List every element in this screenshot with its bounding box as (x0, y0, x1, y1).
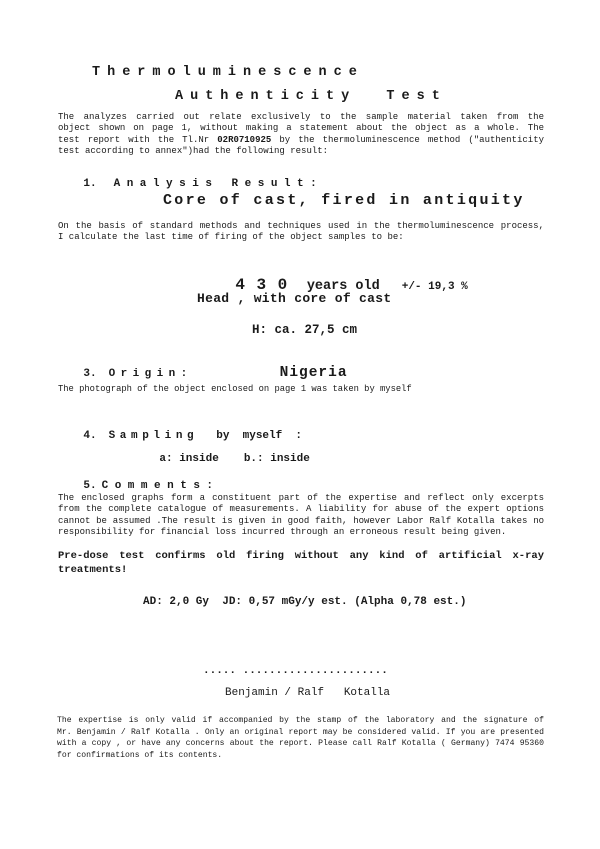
object-description: Head , with core of cast (197, 291, 392, 306)
photograph-note: The photograph of the object enclosed on page 1 was taken by myself (58, 384, 412, 394)
text-line (58, 135, 544, 146)
section4-heading-suffix: by myself : (216, 430, 303, 442)
text-segment: test report with the Tl.Nr (58, 134, 218, 145)
text-line: treatments! (58, 563, 128, 576)
age-tolerance: +/- 19,3 % (401, 281, 468, 293)
section3-number: 3. (83, 368, 97, 380)
text-line: The analyzes carried out relate exclusively to the sample material taken from the (58, 112, 544, 122)
text-line: test according to annex")had the following result: (58, 145, 329, 156)
analysis-result-value: Core of cast, fired in antiquity (163, 192, 525, 209)
section4-number: 4. (83, 430, 97, 442)
text-line: object shown on page 1, without making a statement about the object as a whole. The (58, 123, 544, 134)
report-title-line2: Authenticity Test (175, 89, 447, 104)
report-number: 02R0710925 (217, 134, 272, 145)
origin-value: Nigeria (279, 365, 348, 381)
report-title-line1: Thermoluminescence (92, 65, 364, 80)
text-line: from the complete catalogue of measurements. A liability for abuse of the expert options (58, 504, 544, 515)
text-line: for confirmations of its contents. (57, 750, 223, 760)
text-line: responsibility for financial loss incurred through an erroneous result being given. (58, 526, 507, 537)
dose-values: AD: 2,0 Gy JD: 0,57 mGy/y est. (Alpha 0,78 est.) (143, 596, 467, 608)
section1-heading-label: Analysis Result: (113, 178, 324, 190)
text-line: cannot be assumed .The result is given in good faith, however Labor Ralf Kotalla takes no (58, 515, 544, 526)
text-line: The enclosed graphs form a constituent part of the expertise and reflect only excerpts (58, 493, 544, 503)
predose-statement (58, 550, 544, 577)
text-line: I calculate the last time of firing of the object samples to be: (58, 232, 404, 243)
signature-name: Benjamin / Ralf Kotalla (225, 687, 391, 699)
text-line: The expertise is only valid if accompanied by the stamp of the laboratory and the signature of (57, 716, 544, 725)
age-unit-label: years old (298, 279, 380, 294)
object-height: H: ca. 27,5 cm (252, 323, 358, 337)
section1-number: 1. (83, 178, 97, 190)
section5-number: 5. (83, 480, 97, 492)
signature-dotted-line: ..... ...................... (203, 665, 388, 677)
comments-paragraph (58, 493, 544, 538)
sample-a-value: a: inside (159, 453, 219, 465)
footer-paragraph (57, 715, 544, 761)
age-years-value: 430 (235, 276, 299, 294)
basis-paragraph (58, 221, 544, 244)
section5-heading-label: Comments: (101, 480, 220, 492)
section3-heading-label: Origin: (108, 368, 193, 380)
section4-heading-label: Sampling (108, 430, 199, 442)
text-line: Mr. Benjamin / Ralf Kotalla . Only an original report may be considered valid. If you are presented (57, 727, 544, 737)
text-line: On the basis of standard methods and techniques used in the thermoluminescence process, (58, 221, 544, 231)
text-line: Pre-dose test confirms old firing without any kind of artificial x-ray (58, 550, 544, 562)
text-line: with a copy , or have any concerns about the report. Please call Ralf Kotalla ( Germany) 7474 95360 (57, 739, 544, 748)
sample-b-value: b.: inside (243, 453, 310, 465)
intro-paragraph (58, 112, 544, 157)
text-segment: by the thermoluminescence method ("authenticity (271, 134, 544, 145)
